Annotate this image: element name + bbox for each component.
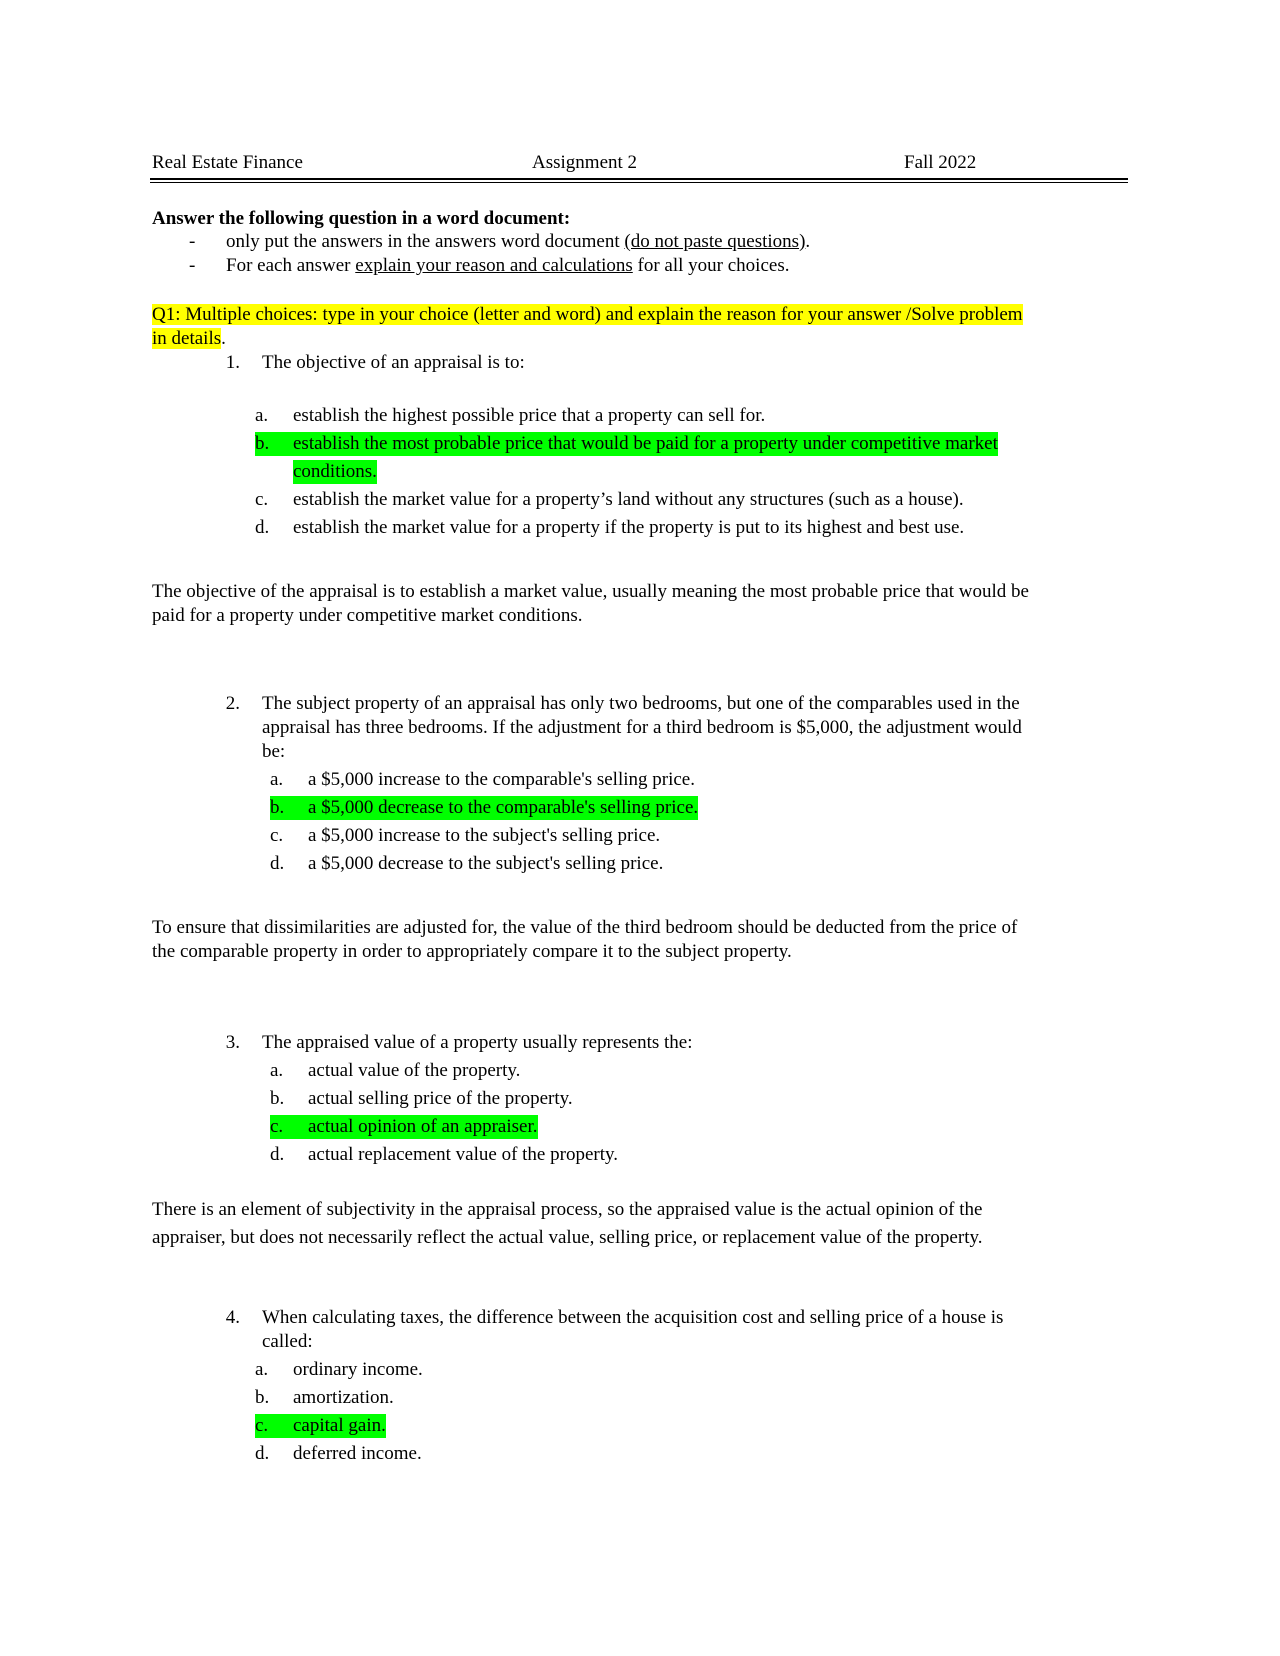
instruction-text-plain: only put the answers in the answers word document — [226, 231, 625, 252]
option-letter: d. — [255, 517, 270, 538]
explanation-line: paid for a property under competitive market conditions. — [152, 605, 583, 626]
instruction-text-plain: For each answer — [226, 255, 356, 276]
option-text: ordinary income. — [293, 1359, 423, 1380]
q1-heading-line1 — [152, 303, 1023, 327]
option-letter: b. — [255, 1387, 270, 1408]
option-text: actual opinion of an appraiser. — [308, 1116, 538, 1137]
option-letter: a. — [270, 1060, 284, 1081]
option-text: a $5,000 decrease to the subject's selling price. — [308, 853, 664, 874]
option-letter: c. — [255, 489, 269, 510]
header-term: Fall 2022 — [904, 152, 977, 173]
instruction-bullet: - — [189, 231, 196, 252]
option-letter: b. — [255, 432, 293, 456]
explanation-line: The objective of the appraisal is to establish a market value, usually meaning the most probable price that would be — [152, 581, 1029, 602]
option-letter: a. — [255, 405, 269, 426]
option-text: capital gain. — [293, 1415, 386, 1436]
question-number: 3. — [225, 1032, 240, 1053]
q1-heading-period: . — [221, 328, 226, 349]
question-number: 2. — [225, 693, 240, 714]
instruction-text-underlined: (do not paste questions) — [624, 231, 806, 252]
header-rule-thin — [150, 182, 1128, 183]
question-text: The subject property of an appraisal has only two bedrooms, but one of the comparables used in the — [262, 693, 1020, 714]
option-text: establish the highest possible price that a property can sell for. — [293, 405, 766, 426]
option-letter: b. — [270, 796, 308, 820]
question-text: When calculating taxes, the difference between the acquisition cost and selling price of a house is — [262, 1307, 1004, 1328]
question-text: called: — [262, 1331, 313, 1352]
option-letter: c. — [255, 1414, 293, 1438]
instruction-text — [226, 254, 789, 278]
option-letter: c. — [270, 825, 284, 846]
option-letter: a. — [255, 1359, 269, 1380]
question-number: 1. — [225, 352, 240, 373]
q1-heading-line2 — [152, 327, 226, 351]
option-letter: d. — [270, 1144, 285, 1165]
option-text: a $5,000 increase to the subject's selling price. — [308, 825, 661, 846]
option-letter: b. — [270, 1088, 285, 1109]
option-text: a $5,000 decrease to the comparable's selling price. — [308, 797, 699, 818]
option-text: establish the market value for a property’s land without any structures (such as a house). — [293, 489, 964, 510]
option-letter: c. — [270, 1115, 308, 1139]
header-rule — [150, 178, 1128, 180]
option-text: actual selling price of the property. — [308, 1088, 573, 1109]
header-course: Real Estate Finance — [152, 152, 303, 173]
q1-heading-highlight: in details — [152, 328, 222, 349]
instruction-text — [226, 230, 810, 254]
option-text: actual replacement value of the property. — [308, 1144, 619, 1165]
option-text: establish the market value for a property if the property is put to its highest and best use. — [293, 517, 965, 538]
instructions-title: Answer the following question in a word document: — [152, 208, 571, 229]
option-letter: d. — [255, 1443, 270, 1464]
question-text: be: — [262, 741, 286, 762]
instruction-text-end: . — [805, 231, 811, 252]
option-text: amortization. — [293, 1387, 394, 1408]
instruction-text-end: for all your choices. — [632, 255, 790, 276]
explanation-line: There is an element of subjectivity in the appraisal process, so the appraised value is the actual opinion of the — [152, 1199, 983, 1220]
option-text: conditions. — [293, 461, 377, 482]
question-text: appraisal has three bedrooms. If the adjustment for a third bedroom is $5,000, the adjustment would — [262, 717, 1022, 738]
explanation-line: appraiser, but does not necessarily reflect the actual value, selling price, or replacement value of the property. — [152, 1227, 983, 1248]
header-assignment: Assignment 2 — [532, 152, 638, 173]
question-text: The objective of an appraisal is to: — [262, 352, 525, 373]
explanation-line: To ensure that dissimilarities are adjusted for, the value of the third bedroom should be deducted from the price of — [152, 917, 1018, 938]
option-text: establish the most probable price that would be paid for a property under competitive market — [293, 433, 998, 454]
question-number: 4. — [225, 1307, 240, 1328]
instruction-bullet: - — [189, 255, 196, 276]
question-text: The appraised value of a property usually represents the: — [262, 1032, 693, 1053]
instruction-text-underlined: explain your reason and calculations — [355, 255, 633, 276]
q1-heading-highlight: Q1: Multiple choices: type in your choice (letter and word) and explain the reason for your answer /Solve problem — [152, 304, 1023, 325]
option-text: a $5,000 increase to the comparable's selling price. — [308, 769, 695, 790]
explanation-line: the comparable property in order to appropriately compare it to the subject property. — [152, 941, 792, 962]
option-letter: d. — [270, 853, 285, 874]
option-text: deferred income. — [293, 1443, 422, 1464]
option-text: actual value of the property. — [308, 1060, 521, 1081]
option-letter: a. — [270, 769, 284, 790]
